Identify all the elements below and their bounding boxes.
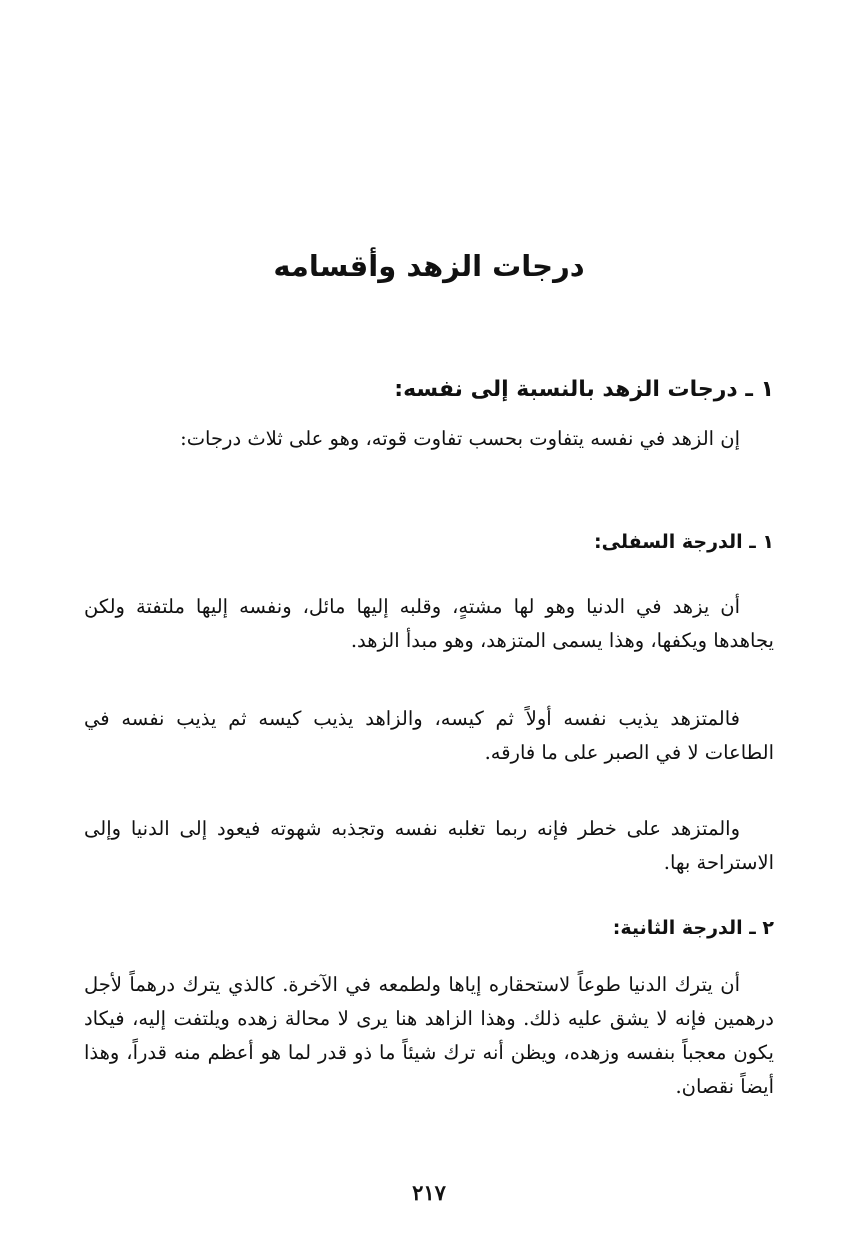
- degree-one-heading: ١ ـ الدرجة السفلى:: [594, 531, 774, 553]
- page-title: درجات الزهد وأقسامه: [273, 249, 585, 283]
- degree-two-paragraph-1: أن يترك الدنيا طوعاً لاستحقاره إياها ولطمعه في الآخرة. كالذي يترك درهماً لأجل درهمين فإنه لا يشق عليه ذلك. وهذا الزاهد هنا يرى لا محالة زهده ويلتفت إليه، فيكاد يكون معجباً بنفسه وزهده، ويظن أنه ترك شيئاً ما ذو قدر لما هو أعظم منه قدراً، وهذا أيضاً نقصان.: [84, 973, 774, 1098]
- section-heading: ١ ـ درجات الزهد بالنسبة إلى نفسه:: [394, 377, 774, 402]
- degree-one-paragraph-1: أن يزهد في الدنيا وهو لها مشتهٍ، وقلبه إليها مائل، ونفسه إليها ملتفتة ولكن يجاهدها ويكفها، وهذا يسمى المتزهد، وهو مبدأ الزهد.: [84, 595, 774, 652]
- degree-one-paragraph-3: والمتزهد على خطر فإنه ربما تغلبه نفسه وتجذبه شهوته فيعود إلى الدنيا وإلى الاستراحة بها.: [84, 817, 774, 874]
- degree-two-heading: ٢ ـ الدرجة الثانية:: [612, 917, 774, 939]
- page-number: ٢١٧: [412, 1180, 446, 1205]
- document-page: [84, 0, 774, 1236]
- section-intro-paragraph: إن الزهد في نفسه يتفاوت بحسب تفاوت قوته، وهو على ثلاث درجات:: [180, 427, 740, 450]
- degree-one-paragraph-2: فالمتزهد يذيب نفسه أولاً ثم كيسه، والزاهد يذيب كيسه ثم يذيب نفسه في الطاعات لا في الصبر على ما فارقه.: [84, 707, 774, 764]
